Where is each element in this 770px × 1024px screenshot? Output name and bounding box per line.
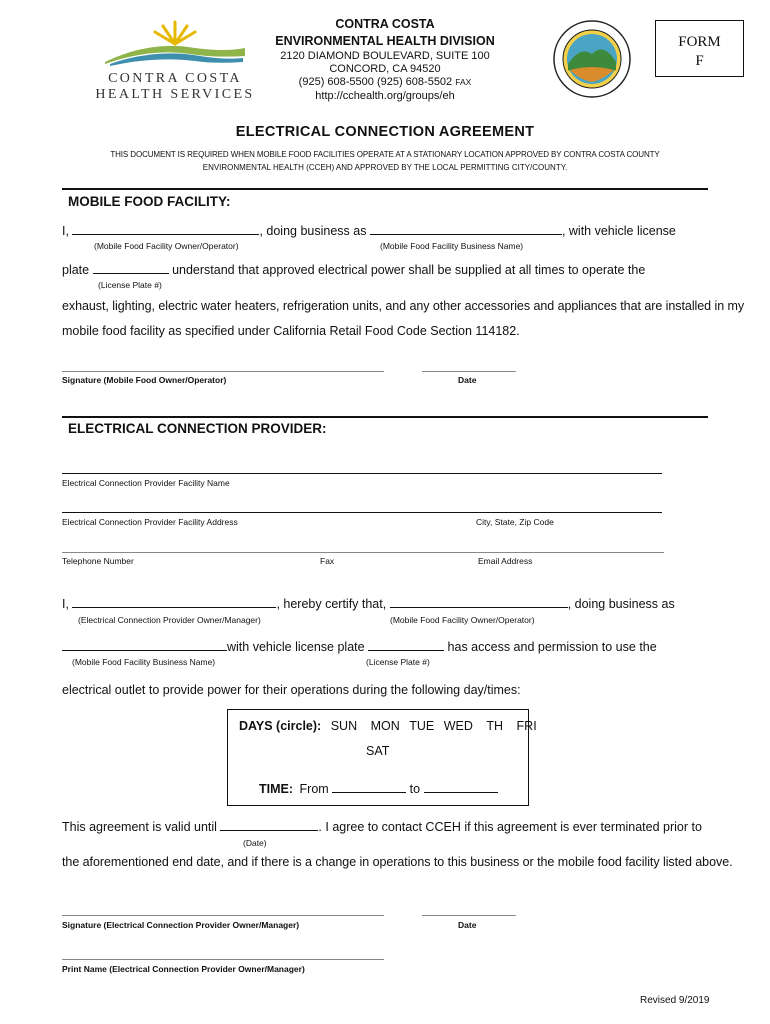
ecp-phone-label: Telephone Number (62, 556, 134, 566)
mff-line2 (62, 263, 645, 277)
section1-rule (62, 188, 708, 190)
county-seal-icon (552, 18, 632, 100)
cap-valid-date: (Date) (243, 838, 267, 848)
cap-ecp-plate: (License Plate #) (366, 657, 430, 667)
end-text: the aforementioned end date, and if there is a change in operations to this business or the mobile food facility listed above. (62, 855, 733, 869)
mff-para1: exhaust, lighting, electric water heaters, refrigeration units, and any other accessories and appliances that are installed in my (62, 299, 745, 313)
ecp-city-label: City, State, Zip Code (476, 517, 554, 527)
mff-line1-prefix: I, (62, 224, 69, 238)
agency-block (235, 16, 535, 103)
ecp-signature-line[interactable] (62, 915, 384, 916)
day-tue[interactable]: TUE (409, 719, 435, 733)
ecp-outlet-text: electrical outlet to provide power for their operations during the following day/times: (62, 683, 521, 697)
agency-line2: ENVIRONMENTAL HEALTH DIVISION (275, 34, 495, 48)
time-from-field[interactable] (332, 792, 406, 793)
cap-mff-business: (Mobile Food Facility Business Name) (380, 241, 524, 251)
page-title: ELECTRICAL CONNECTION AGREEMENT (235, 124, 535, 140)
mff-plate-field[interactable] (93, 273, 169, 274)
ecp-print-name-line[interactable] (62, 959, 384, 960)
day-th[interactable]: TH (486, 719, 504, 733)
time-to-field[interactable] (424, 792, 498, 793)
mff-signature-label: Signature (Mobile Food Owner/Operator) (62, 375, 227, 385)
mff-line2-prefix: plate (62, 263, 90, 277)
phone-line (235, 76, 535, 89)
ecp-cert-mid: , hereby certify that, (276, 597, 387, 611)
days-time-box (227, 709, 537, 806)
cap-mff-plate: (License Plate #) (98, 280, 162, 290)
time-to-label: to (409, 782, 421, 796)
ecp-facility-name-label: Electrical Connection Provider Facility Name (62, 478, 230, 488)
sunrise-hills-icon (95, 18, 255, 66)
mff-signature-line[interactable] (62, 371, 384, 372)
intro-line1: THIS DOCUMENT IS REQUIRED WHEN MOBILE FOOD FACILITIES OPERATE AT A STATIONARY LOCATION APPROVED BY CONTRA COSTA COUNTY (110, 150, 660, 159)
cap-ecp-manager: (Electrical Connection Provider Owner/Manager) (78, 615, 261, 625)
time-label: TIME: (259, 782, 294, 796)
form-label: FORM (678, 34, 721, 50)
ecp-email-label: Email Address (478, 556, 533, 566)
ecp-mff-owner-field[interactable] (390, 607, 568, 608)
valid-until-field[interactable] (220, 830, 318, 831)
time-from-label: From (299, 782, 329, 796)
ecp-facility-address-line[interactable] (62, 512, 662, 513)
valid-prefix: This agreement is valid until (62, 820, 217, 834)
cap-ecp-mff-owner: (Mobile Food Facility Owner/Operator) (390, 615, 535, 625)
day-sun[interactable]: SUN (330, 719, 358, 733)
cap-ecp-mff-business: (Mobile Food Facility Business Name) (72, 657, 216, 667)
mff-owner-field[interactable] (72, 234, 259, 235)
day-mon[interactable]: MON (370, 719, 400, 733)
section1-heading: MOBILE FOOD FACILITY: (68, 194, 231, 209)
logo-line1: CONTRA COSTA (108, 71, 242, 86)
ecp-plate-field[interactable] (368, 650, 444, 651)
ecp-plate-mid: with vehicle license plate (227, 640, 365, 654)
ecp-fax-label: Fax (320, 556, 335, 566)
cchs-logo (95, 18, 255, 100)
county-seal (552, 18, 632, 100)
section2-rule (62, 416, 708, 418)
agency-line1: CONTRA COSTA (335, 17, 435, 31)
revised-date: Revised 9/2019 (640, 995, 710, 1006)
ecp-facility-address-label: Electrical Connection Provider Facility Address (62, 517, 238, 527)
mff-line1-mid: , doing business as (259, 224, 367, 238)
ecp-signature-label: Signature (Electrical Connection Provider Owner/Manager) (62, 920, 300, 930)
mff-line1-suffix: , with vehicle license (561, 224, 676, 238)
address-line2: CONCORD, CA 94520 (329, 63, 441, 76)
day-wed[interactable]: WED (443, 719, 473, 733)
fax-label: FAX (455, 77, 472, 88)
time-row (259, 782, 498, 796)
form-letter: F (695, 53, 704, 69)
mff-line1 (62, 224, 676, 238)
logo-line2: HEALTH SERVICES (95, 87, 255, 102)
mff-para2: mobile food facility as specified under California Retail Food Code Section 114182. (62, 324, 520, 338)
section2-heading: ELECTRICAL CONNECTION PROVIDER: (68, 421, 327, 436)
ecp-contact-line[interactable] (62, 552, 664, 553)
day-fri[interactable]: FRI (516, 719, 537, 733)
ecp-cert-prefix: I, (62, 597, 69, 611)
day-sat[interactable]: SAT (366, 744, 390, 758)
cap-mff-owner: (Mobile Food Facility Owner/Operator) (94, 241, 239, 251)
ecp-plate-suffix: has access and permission to use the (447, 640, 657, 654)
valid-suffix: . I agree to contact CCEH if this agreement is ever terminated prior to (318, 820, 702, 834)
days-label: DAYS (circle): (239, 719, 322, 733)
ecp-manager-field[interactable] (72, 607, 276, 608)
ecp-cert-line (62, 597, 675, 611)
ecp-mff-business-field[interactable] (62, 650, 227, 651)
ecp-date-line[interactable] (422, 915, 516, 916)
valid-line (62, 820, 702, 834)
mff-date-line[interactable] (422, 371, 516, 372)
mff-date-label: Date (458, 375, 477, 385)
ecp-facility-name-line[interactable] (62, 473, 662, 474)
days-row (239, 719, 537, 733)
ecp-plate-line (62, 640, 657, 654)
ecp-date-label: Date (458, 920, 477, 930)
address-line1: 2120 DIAMOND BOULEVARD, SUITE 100 (280, 50, 490, 62)
phone-numbers: (925) 608-5500 (925) 608-5502 (298, 76, 453, 89)
intro-line2: ENVIRONMENTAL HEALTH (CCEH) AND APPROVED BY THE LOCAL PERMITTING CITY/COUNTY. (202, 163, 568, 172)
website-url: http://cchealth.org/groups/eh (315, 89, 455, 102)
form-id-box (655, 20, 744, 77)
mff-line2-suffix: understand that approved electrical power shall be supplied at all times to operate the (172, 263, 646, 277)
mff-business-field[interactable] (370, 234, 562, 235)
ecp-cert-suffix: , doing business as (567, 597, 675, 611)
ecp-print-name-label: Print Name (Electrical Connection Provider Owner/Manager) (62, 964, 305, 974)
